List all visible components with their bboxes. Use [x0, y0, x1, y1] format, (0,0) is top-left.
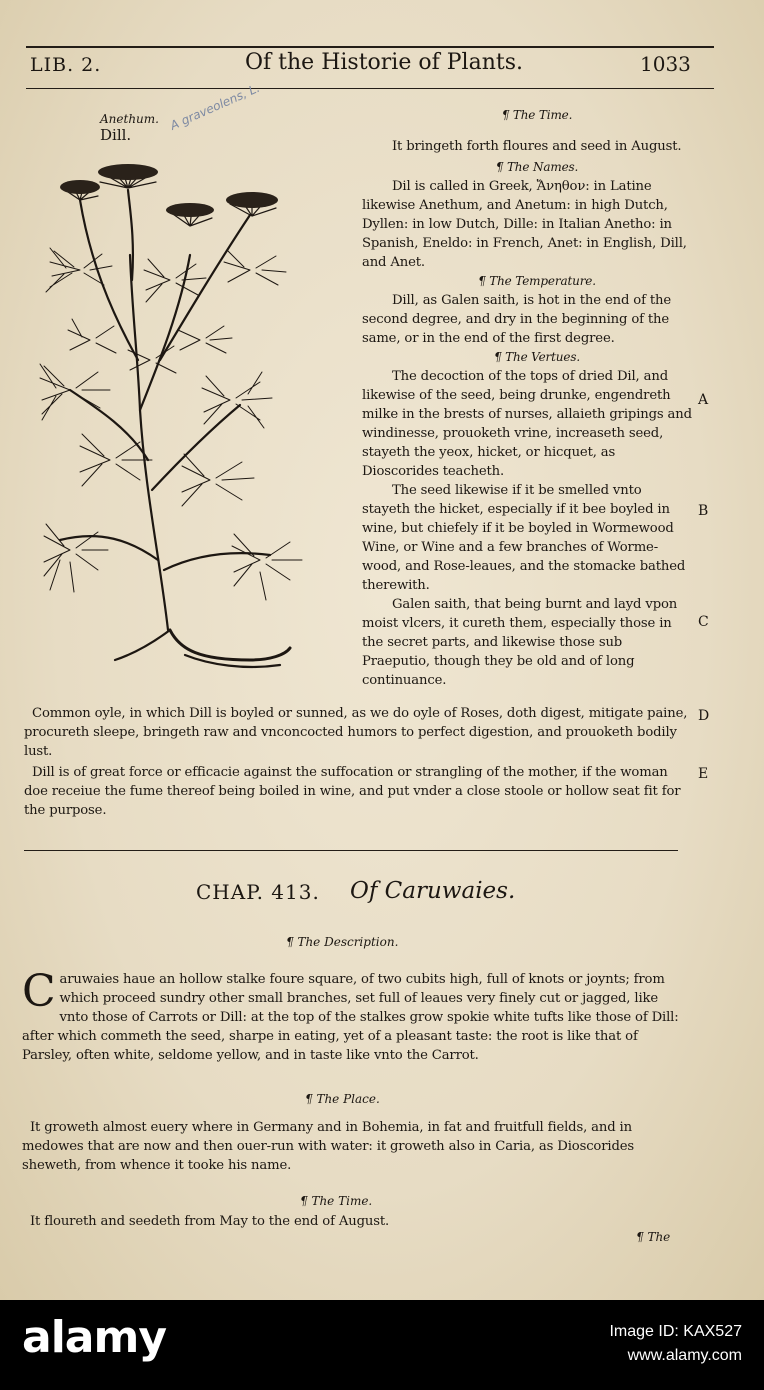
umbel-flowers — [60, 164, 278, 226]
names-paragraph: Dil is called in Greek, Ἄνηθον: in Latine likewise Anethum, and Anetum: in high Dutch, Dyllen: in low Dutch, Dille: in Italian Anetho: in Spanish, Eneldo: in French, Anet: in English, Dill, and Anet. — [362, 179, 687, 270]
stock-footer — [0, 1300, 764, 1390]
heading-description: ¶ The Description. — [286, 935, 399, 949]
margin-letter-b: B — [698, 503, 709, 519]
figure-label-latin: Anethum. — [100, 112, 159, 126]
description-block — [22, 966, 690, 1065]
vertue-e-paragraph: Dill is of great force or efficacie against the suffocation or strangling of the mother, if the woman doe receiue the fume thereof being boiled in wine, and put vnder a close stoole or hollow seat fit for the purpose. — [24, 765, 681, 818]
margin-letter-d: D — [698, 708, 710, 724]
heading-place: ¶ The Place. — [305, 1092, 380, 1106]
description-paragraph: aruwaies haue an hollow stalke foure square, of two cubits high, full of knots or joynts; from which proceed sundry other small branches, set full of leaues very finely cut or jagged, like vnto those of Carrots or Dill: at the top of the stalkes grow spokie white tufts like those of Dill: after which commeth the seed, sharpe in eating, yet of a pleasant taste: the root is like that of Parsley, often white, seldome yellow, and in taste like vnto the Carrot. — [22, 972, 679, 1063]
vertue-a-paragraph: The decoction of the tops of dried Dil, and likewise of the seed, being drunke, engendreth milke in the brests of nurses, allaieth gripings and windinesse, prouoketh vrine, increaseth seed, stayeth the yeox, hicket, or hicquet, as Dioscorides teacheth. — [362, 369, 692, 479]
figure-label-english: Dill. — [100, 126, 132, 144]
chapter-divider-rule — [24, 850, 678, 851]
heading-time: ¶ The Time. — [501, 108, 573, 122]
header-bottom-rule — [26, 88, 714, 89]
margin-letter-e: E — [698, 766, 709, 782]
chapter-number: CHAP. 413. — [196, 880, 320, 904]
book-section: LIB. 2. — [30, 54, 102, 76]
time-paragraph: It bringeth forth floures and seed in August. — [392, 139, 682, 154]
right-text-column — [362, 106, 692, 690]
margin-letter-a: A — [698, 392, 709, 408]
place-paragraph: It groweth almost euery where in Germany and in Bohemia, in fat and fruitfull fields, and in medowes that are now and then ouer-run with water: it groweth also in Caria, as Dioscorides sheweth, from whence it tooke his name. — [22, 1120, 635, 1173]
heading-vertues: ¶ The Vertues. — [493, 350, 581, 364]
feathery-leaves — [40, 248, 302, 600]
time-paragraph-2: It floureth and seedeth from May to the end of August. — [30, 1214, 390, 1229]
dill-woodcut-illustration — [20, 160, 310, 680]
catchword: ¶ The — [636, 1230, 671, 1244]
image-id: Image ID: KAX527 — [609, 1323, 742, 1340]
margin-letter-c: C — [698, 614, 709, 630]
vertue-d-paragraph: Common oyle, in which Dill is boyled or sunned, as we do oyle of Roses, doth digest, mitigate paine, procureth sleepe, bringeth raw and vnconcocted humors to perfect digestion, and prouoketh bodily lust. — [24, 706, 688, 759]
running-title: Of the Historie of Plants. — [245, 50, 523, 75]
vertue-c-paragraph: Galen saith, that being burnt and layd vpon moist vlcers, it cureth them, especially those in the secret parts, and likewise those sub Praeputio, though they be old and of long continuance. — [362, 597, 678, 688]
page-number: 1033 — [640, 52, 691, 76]
stock-info — [609, 1320, 742, 1368]
header-top-rule — [26, 46, 714, 48]
drop-cap: C — [22, 966, 56, 1017]
chapter-title: Of Caruwaies. — [350, 878, 516, 904]
heading-temperature: ¶ The Temperature. — [478, 274, 596, 288]
heading-time-2: ¶ The Time. — [300, 1194, 373, 1208]
full-width-text — [24, 704, 688, 820]
site-url: www.alamy.com — [627, 1347, 742, 1364]
alamy-logo: alamy — [22, 1312, 166, 1363]
heading-names: ¶ The Names. — [495, 160, 579, 174]
temperature-paragraph: Dill, as Galen saith, is hot in the end of the second degree, and dry in the beginning of the same, or in the end of the first degree. — [362, 293, 671, 346]
vertue-b-paragraph: The seed likewise if it be smelled vnto stayeth the hicket, especially if it bee boyled in wine, but chiefely if it be boyled in Wormewood Wine, or Wine and a few branches of Worme-wood, and Rose-leaues, and the stomacke bathed therewith. — [362, 483, 686, 593]
handwritten-annotation: A graveolens, L. — [168, 80, 262, 133]
